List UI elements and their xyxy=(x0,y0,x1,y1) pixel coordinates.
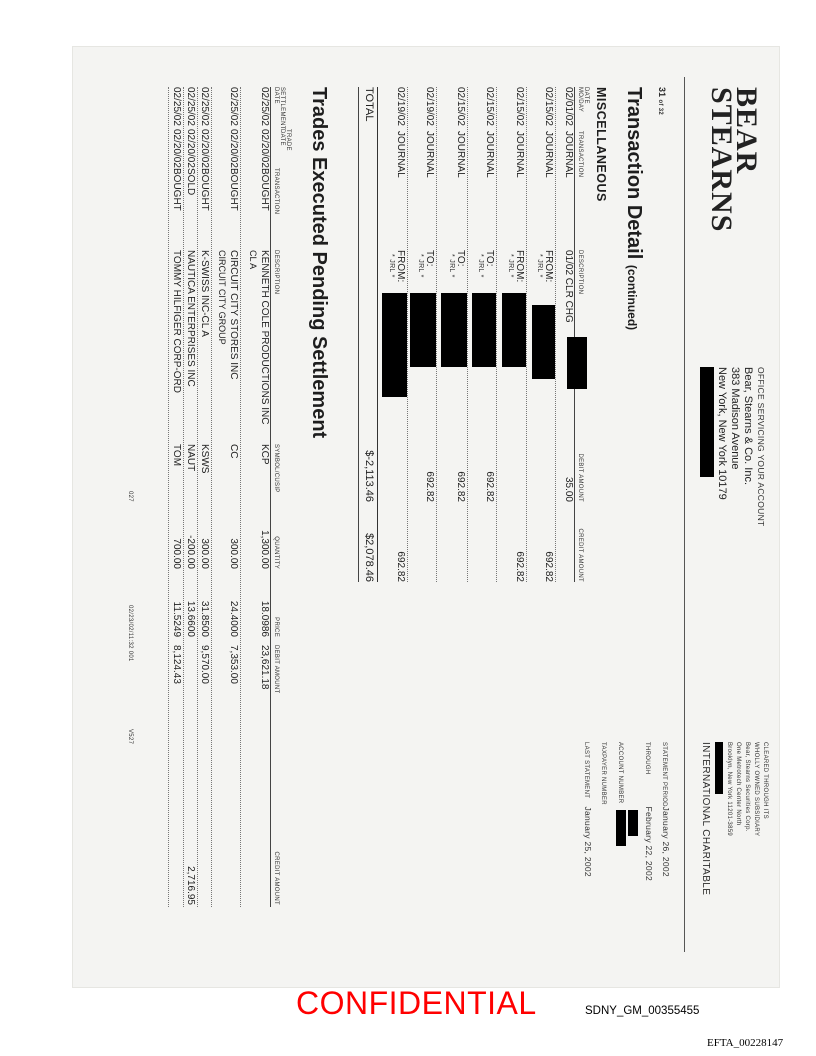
row-description: TOMMY HILFIGER CORP-ORD xyxy=(171,250,182,393)
row-divider xyxy=(496,87,497,582)
row-description: TO: xyxy=(455,250,466,267)
col-header-settlement-2: DATE xyxy=(273,87,279,104)
total-bottom-rule xyxy=(358,87,359,582)
row-symbol: TOM xyxy=(171,444,182,467)
clearing-line: Bear, Stearns Securities Corp. xyxy=(744,742,750,832)
redaction-bar xyxy=(410,293,436,367)
row-description-2: * JRL * xyxy=(417,254,424,278)
row-date: 02/15/02 xyxy=(455,87,466,126)
rotated-statement-content xyxy=(73,47,779,987)
row-settlement-date: 02/25/02 xyxy=(185,87,196,126)
row-transaction: JOURNAL xyxy=(484,131,495,178)
row-debit: 692.82 xyxy=(484,471,495,502)
row-quantity: 300.00 xyxy=(199,538,210,569)
clearing-line: CLEARED THROUGH ITS xyxy=(762,742,768,819)
row-trade-date: 02/20/02 xyxy=(199,129,210,168)
row-settlement-date: 02/25/02 xyxy=(199,87,210,126)
row-description-2: * JRL * xyxy=(448,254,455,278)
row-description: TO: xyxy=(484,250,495,267)
row-quantity: -200.00 xyxy=(185,535,196,569)
col-header-debit: DEBIT AMOUNT xyxy=(577,453,583,502)
row-quantity: 1,300.00 xyxy=(259,530,270,569)
office-address-block xyxy=(715,367,767,527)
row-price: 31.8500 xyxy=(199,600,210,637)
account-number-label: ACCOUNT NUMBER xyxy=(617,742,623,804)
through-label: THROUGH xyxy=(644,742,650,775)
row-debit: 8,124.43 xyxy=(171,645,182,684)
redaction-bar xyxy=(382,293,407,397)
col-header-debit: DEBIT AMOUNT xyxy=(273,645,279,694)
row-credit: 692.82 xyxy=(514,551,525,582)
row-credit: 2,716.95 xyxy=(185,866,196,905)
office-line: OFFICE SERVICING YOUR ACCOUNT xyxy=(756,367,766,527)
row-date: 02/19/02 xyxy=(424,87,435,126)
row-description: FROM: xyxy=(395,250,406,283)
row-credit: 692.82 xyxy=(543,551,554,582)
bates-number: SDNY_GM_00355455 xyxy=(585,1005,700,1017)
transaction-detail-title xyxy=(622,87,645,330)
logo-line-2: STEARNS xyxy=(705,87,738,233)
through-value: February 22, 2002 xyxy=(644,806,654,882)
col-header-date-2: MO/DAY xyxy=(577,87,583,113)
row-divider xyxy=(183,87,184,907)
row-transaction: JOURNAL xyxy=(543,131,554,178)
row-description: CIRCUIT CITY STORES INC xyxy=(228,250,239,380)
row-description-2: * JRL * xyxy=(507,254,514,278)
row-transaction: SOLD xyxy=(185,168,196,196)
row-divider xyxy=(211,87,212,907)
header-rule xyxy=(684,77,685,952)
row-description-2: * JRL * xyxy=(388,254,395,278)
last-statement-value: January 25, 2002 xyxy=(583,806,593,877)
page-of-label: of 32 xyxy=(657,99,663,116)
header-rule xyxy=(574,87,575,582)
col-header-symbol: SYMBOL/CUSIP xyxy=(273,444,279,493)
row-debit: 692.82 xyxy=(455,471,466,502)
row-symbol: KCP xyxy=(259,444,270,465)
page-number-value: 31 xyxy=(657,87,667,98)
period-value: January 26, 2002 xyxy=(661,806,671,877)
row-description-2: CL A xyxy=(248,250,258,270)
redaction-bar xyxy=(567,337,587,389)
total-debit: $-2,113.46 xyxy=(363,450,375,502)
clearing-block xyxy=(724,742,769,836)
row-divider xyxy=(240,87,241,907)
confidential-stamp: CONFIDENTIAL xyxy=(296,985,537,1021)
row-divider xyxy=(467,87,468,582)
row-trade-date: 02/20/02 xyxy=(171,129,182,168)
row-divider xyxy=(197,87,198,907)
row-credit: 692.82 xyxy=(395,551,406,582)
col-header-transaction: TRANSACTION xyxy=(273,168,279,215)
row-transaction: BOUGHT xyxy=(228,168,239,211)
account-name: INTERNATIONAL CHARITABLE xyxy=(700,742,711,896)
row-divider xyxy=(407,87,408,582)
row-symbol: NAUT xyxy=(185,444,196,472)
total-label: TOTAL xyxy=(363,87,375,122)
redaction-bar xyxy=(715,742,723,794)
clearing-line: Brooklyn, New York 11201-3859 xyxy=(726,742,732,836)
row-transaction: JOURNAL xyxy=(395,131,406,178)
row-description-2: * JRL * xyxy=(536,254,543,278)
redaction-bar xyxy=(441,293,467,367)
row-description: FROM: xyxy=(514,250,525,283)
total-credit: $2,078.46 xyxy=(363,533,375,582)
row-price: 11.5249 xyxy=(171,601,182,637)
row-date: 02/15/02 xyxy=(484,87,495,126)
row-symbol: CC xyxy=(228,444,239,459)
row-description: K-SWISS INC-CL A xyxy=(199,250,210,337)
row-debit: 692.82 xyxy=(424,471,435,502)
continued-label: (continued) xyxy=(625,264,639,331)
last-statement-label: LAST STATEMENT xyxy=(583,742,589,799)
row-debit: 7,353.00 xyxy=(228,645,239,684)
col-header-description: DESCRIPTION xyxy=(577,250,583,295)
logo-line-1: BEAR xyxy=(730,87,763,175)
row-description-2: * JRL * xyxy=(477,254,484,278)
col-header-price: PRICE xyxy=(273,617,279,637)
col-header-quantity: QUANTITY xyxy=(273,536,279,569)
row-description: FROM: xyxy=(543,250,554,283)
row-divider xyxy=(436,87,437,582)
period-label: STATEMENT PERIOD xyxy=(661,742,667,807)
page-number xyxy=(657,87,667,115)
redaction-bar xyxy=(532,305,555,379)
row-description: NAUTICA ENTERPRISES INC xyxy=(185,250,196,387)
row-settlement-date: 02/25/02 xyxy=(228,87,239,126)
efta-number: EFTA_00228147 xyxy=(707,1037,784,1049)
row-debit: 35.00 xyxy=(563,476,574,502)
clearing-line: WHOLLY OWNED SUBSIDIARY xyxy=(753,742,759,837)
taxpayer-number-label: TAXPAYER NUMBER xyxy=(600,742,606,805)
bear-stearns-logo xyxy=(705,87,763,233)
row-trade-date: 02/20/02 xyxy=(228,129,239,168)
row-settlement-date: 02/25/02 xyxy=(259,87,270,126)
office-line: Bear, Stearns & Co. Inc. xyxy=(742,367,754,486)
row-quantity: 300.00 xyxy=(228,538,239,569)
row-description: TO: xyxy=(424,250,435,267)
miscellaneous-heading: MISCELLANEOUS xyxy=(594,87,608,202)
footer-code: 027 xyxy=(127,491,133,502)
transaction-detail-heading: Transaction Detail xyxy=(623,87,645,260)
footer-code-2: V527 xyxy=(127,729,133,745)
col-header-trade-2: DATE xyxy=(279,129,285,146)
row-transaction: JOURNAL xyxy=(563,131,574,178)
col-header-settlement: SETTLEMENT xyxy=(279,87,285,130)
row-debit: 9,570.00 xyxy=(199,645,210,684)
row-description: KENNETH COLE PRODUCTIONS INC xyxy=(259,250,270,425)
row-date: 02/15/02 xyxy=(514,87,525,126)
row-debit: 23,621.18 xyxy=(259,645,270,690)
row-transaction: BOUGHT xyxy=(171,168,182,211)
clearing-line: One Metrotech Center North xyxy=(735,742,741,826)
row-divider xyxy=(555,87,556,582)
row-price: 18.0986 xyxy=(259,600,270,637)
col-header-description: DESCRIPTION xyxy=(273,250,279,295)
col-header-credit: CREDIT AMOUNT xyxy=(577,528,583,582)
redaction-bar xyxy=(700,367,714,477)
header-rule xyxy=(270,87,271,907)
row-date: 02/01/02 xyxy=(563,87,574,126)
row-description-2: CIRCUIT CITY GROUP xyxy=(217,250,227,345)
row-quantity: 700.00 xyxy=(171,538,182,569)
row-description: 01/02 CLR CHG xyxy=(563,250,574,323)
row-settlement-date: 02/25/02 xyxy=(171,87,182,126)
row-transaction: BOUGHT xyxy=(259,168,270,211)
row-date: 02/19/02 xyxy=(395,87,406,126)
table-bottom-rule xyxy=(168,87,169,907)
col-header-trade: TRADE xyxy=(285,129,291,151)
redaction-bar xyxy=(472,293,496,367)
row-divider xyxy=(526,87,527,582)
redaction-bar xyxy=(628,810,638,836)
office-line: 383 Madison Avenue xyxy=(729,367,741,470)
row-price: 13.6600 xyxy=(185,600,196,637)
row-transaction: JOURNAL xyxy=(424,131,435,178)
statement-info xyxy=(579,742,674,881)
row-trade-date: 02/20/02 xyxy=(259,129,270,168)
redaction-bar xyxy=(502,293,526,367)
col-header-transaction: TRANSACTION xyxy=(577,131,583,178)
col-header-credit: CREDIT AMOUNT xyxy=(273,851,279,905)
row-transaction: BOUGHT xyxy=(199,168,210,211)
total-rule xyxy=(377,87,378,582)
office-line: New York, New York 10179 xyxy=(716,367,728,500)
redaction-bar xyxy=(616,810,626,846)
trades-title: Trades Executed Pending Settlement xyxy=(308,87,330,439)
scanned-statement-page xyxy=(72,46,780,988)
row-trade-date: 02/20/02 xyxy=(185,129,196,168)
row-symbol: KSWS xyxy=(199,444,210,474)
row-transaction: JOURNAL xyxy=(514,131,525,178)
col-header-date: DATE xyxy=(583,87,589,104)
footer-timestamp: 02/23/02/11:32 001 xyxy=(127,605,133,662)
row-date: 02/15/02 xyxy=(543,87,554,126)
row-transaction: JOURNAL xyxy=(455,131,466,178)
row-price: 24.4000 xyxy=(228,600,239,637)
